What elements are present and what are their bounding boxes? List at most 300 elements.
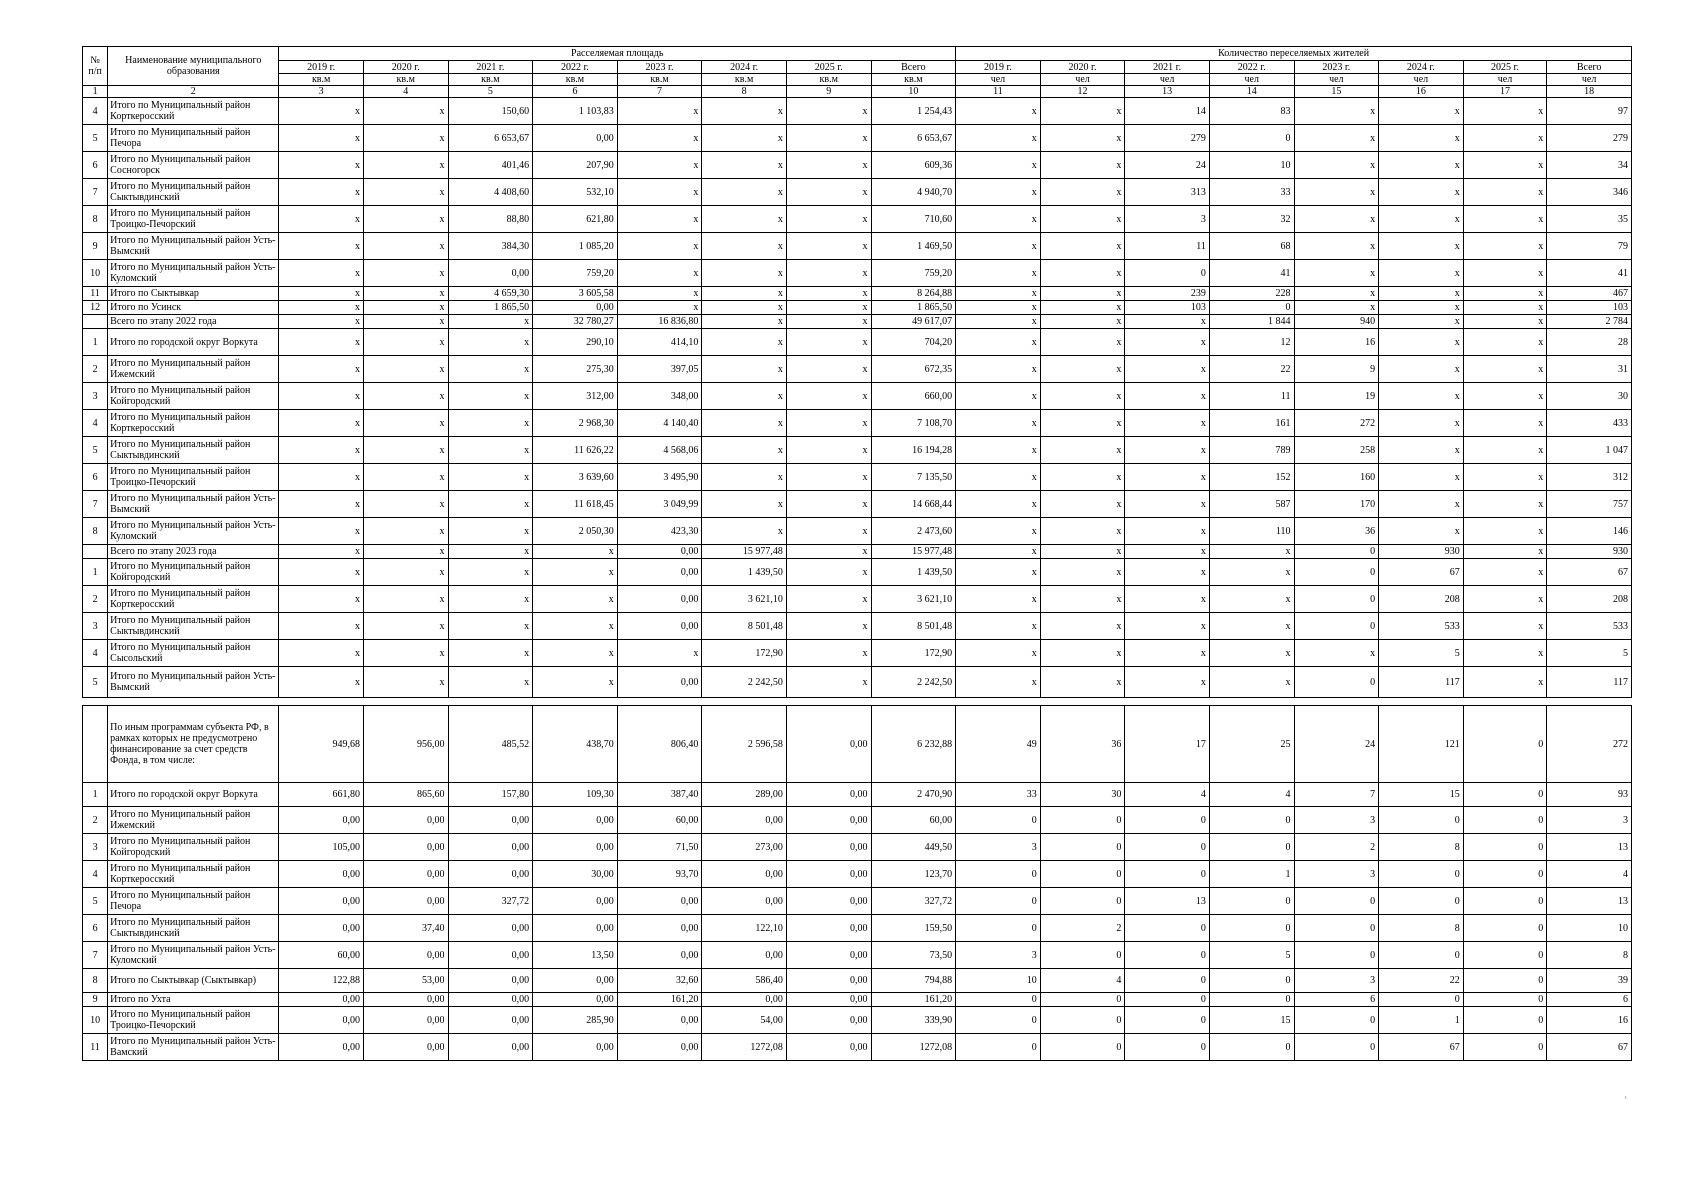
- row-value: x: [279, 125, 364, 152]
- row-value: [279, 698, 364, 706]
- row-value: 0: [1294, 667, 1379, 698]
- row-value: x: [1463, 410, 1547, 437]
- row-value: 401,46: [448, 152, 533, 179]
- row-value: 0,00: [533, 1034, 618, 1061]
- row-value: x: [786, 329, 871, 356]
- row-number: 3: [83, 613, 108, 640]
- row-value: 0: [1209, 969, 1294, 993]
- header-column-number: 15: [1294, 86, 1379, 98]
- row-value: x: [1463, 559, 1547, 586]
- row-value: 285,90: [533, 1007, 618, 1034]
- header-column-number: 1: [83, 86, 108, 98]
- table-row: [83, 942, 1632, 969]
- header-column-number: 17: [1463, 86, 1547, 98]
- table-row: [83, 613, 1632, 640]
- row-value: 397,05: [617, 356, 702, 383]
- row-value: 37,40: [363, 915, 448, 942]
- row-value: 0,00: [363, 834, 448, 861]
- row-value: x: [1463, 518, 1547, 545]
- row-value: 1 439,50: [871, 559, 956, 586]
- row-value: 0,00: [786, 915, 871, 942]
- row-value: x: [363, 667, 448, 698]
- row-value: 0: [1209, 125, 1294, 152]
- row-name: Итого по Муниципальный район Печора: [108, 125, 279, 152]
- table-row: [83, 834, 1632, 861]
- row-value: x: [1040, 329, 1125, 356]
- row-value: 161,20: [617, 993, 702, 1007]
- row-value: x: [786, 287, 871, 301]
- row-value: x: [786, 613, 871, 640]
- row-value: 0: [956, 1034, 1041, 1061]
- row-value: x: [702, 152, 787, 179]
- row-number: 7: [83, 491, 108, 518]
- row-value: x: [1463, 545, 1547, 559]
- row-value: 348,00: [617, 383, 702, 410]
- row-value: 1 254,43: [871, 98, 956, 125]
- row-value: x: [702, 125, 787, 152]
- row-value: 3 639,60: [533, 464, 618, 491]
- row-value: x: [448, 464, 533, 491]
- header-unit: чел: [1379, 74, 1464, 86]
- row-value: 15 977,48: [702, 545, 787, 559]
- row-value: x: [279, 464, 364, 491]
- row-value: x: [1040, 125, 1125, 152]
- row-value: x: [1125, 559, 1210, 586]
- row-value: 0: [1209, 807, 1294, 834]
- row-value: 172,90: [702, 640, 787, 667]
- row-value: x: [363, 464, 448, 491]
- row-value: 8: [1379, 834, 1464, 861]
- row-value: x: [702, 383, 787, 410]
- row-value: 1 085,20: [533, 233, 618, 260]
- row-value: 33: [1209, 179, 1294, 206]
- row-value: 17: [1125, 706, 1210, 783]
- row-value: 3 621,10: [871, 586, 956, 613]
- row-value: x: [1125, 437, 1210, 464]
- header-column-number: 10: [871, 86, 956, 98]
- row-value: 704,20: [871, 329, 956, 356]
- table-row: [83, 545, 1632, 559]
- row-value: x: [1379, 152, 1464, 179]
- row-value: 7: [1294, 783, 1379, 807]
- header-unit: кв.м: [786, 74, 871, 86]
- row-value: 865,60: [363, 783, 448, 807]
- row-value: 0,00: [448, 1007, 533, 1034]
- header-year: 2025 г.: [1463, 61, 1547, 74]
- row-value: 16 836,80: [617, 315, 702, 329]
- row-value: 0,00: [617, 915, 702, 942]
- row-value: 0: [956, 1007, 1041, 1034]
- row-value: x: [956, 233, 1041, 260]
- row-value: x: [279, 559, 364, 586]
- row-value: x: [1379, 383, 1464, 410]
- row-value: 146: [1547, 518, 1632, 545]
- row-value: 2 968,30: [533, 410, 618, 437]
- row-value: [1463, 698, 1547, 706]
- row-value: x: [1379, 329, 1464, 356]
- row-value: x: [363, 329, 448, 356]
- row-value: x: [617, 260, 702, 287]
- header-unit: чел: [1040, 74, 1125, 86]
- row-value: 5: [1547, 640, 1632, 667]
- table-row: [83, 233, 1632, 260]
- row-value: x: [1379, 233, 1464, 260]
- row-value: 0: [1463, 993, 1547, 1007]
- row-value: x: [786, 586, 871, 613]
- header-unit: кв.м: [533, 74, 618, 86]
- row-value: x: [786, 152, 871, 179]
- row-number: 2: [83, 356, 108, 383]
- row-value: 672,35: [871, 356, 956, 383]
- row-value: 0: [1294, 942, 1379, 969]
- row-value: 49 617,07: [871, 315, 956, 329]
- row-value: x: [702, 287, 787, 301]
- table-row: [83, 356, 1632, 383]
- row-value: 0,00: [786, 861, 871, 888]
- row-value: x: [1294, 287, 1379, 301]
- row-value: x: [448, 559, 533, 586]
- table-row: [83, 915, 1632, 942]
- row-value: 0: [956, 807, 1041, 834]
- row-value: 0,00: [363, 807, 448, 834]
- row-value: x: [1125, 410, 1210, 437]
- row-name: Итого по Муниципальный район Троицко-Печорский: [108, 464, 279, 491]
- header-column-number: 2: [108, 86, 279, 98]
- header-column-number: 6: [533, 86, 618, 98]
- row-value: 710,60: [871, 206, 956, 233]
- row-name: [108, 698, 279, 706]
- row-value: x: [1040, 98, 1125, 125]
- row-value: 0: [956, 888, 1041, 915]
- row-value: 13: [1547, 834, 1632, 861]
- row-value: 0: [956, 915, 1041, 942]
- row-value: 621,80: [533, 206, 618, 233]
- row-value: 0: [1463, 942, 1547, 969]
- row-value: 0,00: [617, 559, 702, 586]
- row-value: 53,00: [363, 969, 448, 993]
- row-value: 0,00: [279, 861, 364, 888]
- row-value: x: [1125, 545, 1210, 559]
- table-row: [83, 287, 1632, 301]
- row-value: x: [1379, 491, 1464, 518]
- row-value: 533: [1379, 613, 1464, 640]
- row-value: x: [786, 356, 871, 383]
- row-value: x: [363, 559, 448, 586]
- row-value: 0: [1209, 1034, 1294, 1061]
- row-value: x: [786, 179, 871, 206]
- row-value: x: [1125, 491, 1210, 518]
- row-value: 313: [1125, 179, 1210, 206]
- table-row: [83, 969, 1632, 993]
- row-value: 0,00: [448, 834, 533, 861]
- row-name: Итого по Муниципальный район Усть-Вымский: [108, 667, 279, 698]
- row-value: 122,10: [702, 915, 787, 942]
- row-value: 19: [1294, 383, 1379, 410]
- row-value: x: [448, 613, 533, 640]
- row-value: x: [279, 152, 364, 179]
- table-row: [83, 179, 1632, 206]
- row-value: 0,00: [702, 993, 787, 1007]
- row-value: 3: [1547, 807, 1632, 834]
- row-value: x: [617, 287, 702, 301]
- row-value: 208: [1379, 586, 1464, 613]
- row-value: 60,00: [279, 942, 364, 969]
- row-value: 0: [1463, 888, 1547, 915]
- row-value: x: [956, 518, 1041, 545]
- row-value: 794,88: [871, 969, 956, 993]
- row-value: 13,50: [533, 942, 618, 969]
- row-value: 0,00: [279, 1034, 364, 1061]
- header-year: 2022 г.: [1209, 61, 1294, 74]
- row-value: 30,00: [533, 861, 618, 888]
- table-row: [83, 586, 1632, 613]
- row-value: x: [1463, 125, 1547, 152]
- row-value: x: [1463, 152, 1547, 179]
- row-name: Итого по Муниципальный район Сыктывдинский: [108, 915, 279, 942]
- row-value: 6 232,88: [871, 706, 956, 783]
- row-value: 0: [1125, 1034, 1210, 1061]
- row-value: 0,00: [533, 301, 618, 315]
- row-value: x: [1463, 98, 1547, 125]
- row-value: 0,00: [617, 667, 702, 698]
- table-row: [83, 315, 1632, 329]
- row-value: 272: [1294, 410, 1379, 437]
- row-value: x: [1040, 152, 1125, 179]
- header-year: 2021 г.: [1125, 61, 1210, 74]
- row-value: 0: [1379, 861, 1464, 888]
- row-value: x: [1379, 260, 1464, 287]
- row-value: 14 668,44: [871, 491, 956, 518]
- row-value: x: [786, 640, 871, 667]
- header-unit: чел: [1463, 74, 1547, 86]
- row-value: 4 140,40: [617, 410, 702, 437]
- row-value: 438,70: [533, 706, 618, 783]
- row-value: x: [1463, 301, 1547, 315]
- row-value: 68: [1209, 233, 1294, 260]
- row-name: Итого по Муниципальный район Троицко-Печорский: [108, 206, 279, 233]
- row-value: 150,60: [448, 98, 533, 125]
- row-value: 60,00: [617, 807, 702, 834]
- header-column-number: 9: [786, 86, 871, 98]
- row-value: x: [363, 315, 448, 329]
- row-value: 0,00: [363, 942, 448, 969]
- row-number: 5: [83, 667, 108, 698]
- row-value: 32: [1209, 206, 1294, 233]
- row-value: x: [279, 437, 364, 464]
- row-value: 10: [1209, 152, 1294, 179]
- row-value: 433: [1547, 410, 1632, 437]
- row-value: 0: [1379, 807, 1464, 834]
- row-value: 275,30: [533, 356, 618, 383]
- row-value: x: [448, 545, 533, 559]
- row-value: x: [448, 356, 533, 383]
- row-value: x: [279, 410, 364, 437]
- row-value: 0: [1040, 942, 1125, 969]
- table-row: [83, 206, 1632, 233]
- row-value: x: [956, 301, 1041, 315]
- header-year: 2019 г.: [279, 61, 364, 74]
- row-value: x: [1379, 301, 1464, 315]
- row-value: 449,50: [871, 834, 956, 861]
- row-value: 1272,08: [702, 1034, 787, 1061]
- row-value: x: [279, 287, 364, 301]
- row-value: 2: [1040, 915, 1125, 942]
- row-value: 3: [956, 942, 1041, 969]
- row-value: x: [1463, 206, 1547, 233]
- row-value: 0: [1463, 706, 1547, 783]
- row-value: x: [1463, 233, 1547, 260]
- table-row: [83, 706, 1632, 783]
- row-value: 15: [1379, 783, 1464, 807]
- row-number: 10: [83, 1007, 108, 1034]
- header-column-number: 7: [617, 86, 702, 98]
- row-value: 0,00: [448, 942, 533, 969]
- row-value: x: [786, 260, 871, 287]
- row-number: 1: [83, 329, 108, 356]
- row-value: x: [956, 410, 1041, 437]
- row-value: 279: [1547, 125, 1632, 152]
- row-number: 9: [83, 233, 108, 260]
- header-year: 2023 г.: [617, 61, 702, 74]
- row-value: [956, 698, 1041, 706]
- row-value: 0,00: [279, 1007, 364, 1034]
- row-value: x: [786, 667, 871, 698]
- row-value: 161: [1209, 410, 1294, 437]
- row-number: 5: [83, 437, 108, 464]
- row-value: 0,00: [617, 888, 702, 915]
- row-value: x: [363, 491, 448, 518]
- row-value: x: [702, 356, 787, 383]
- row-value: 3 049,99: [617, 491, 702, 518]
- header-year: 2019 г.: [956, 61, 1041, 74]
- row-value: 0: [1463, 1007, 1547, 1034]
- row-value: 0,00: [786, 834, 871, 861]
- row-value: x: [1209, 545, 1294, 559]
- table-row: [83, 301, 1632, 315]
- row-value: x: [1294, 152, 1379, 179]
- row-value: 0,00: [786, 888, 871, 915]
- row-value: x: [279, 260, 364, 287]
- row-value: 5: [1209, 942, 1294, 969]
- row-value: 110: [1209, 518, 1294, 545]
- row-value: x: [1463, 179, 1547, 206]
- row-number: 3: [83, 383, 108, 410]
- table-row: [83, 888, 1632, 915]
- row-value: x: [617, 206, 702, 233]
- row-value: 79: [1547, 233, 1632, 260]
- row-name: Итого по Муниципальный район Троицко-Печорский: [108, 1007, 279, 1034]
- row-value: 940: [1294, 315, 1379, 329]
- row-value: x: [786, 383, 871, 410]
- table-row: [83, 1034, 1632, 1061]
- row-value: x: [1463, 613, 1547, 640]
- row-value: 8 501,48: [871, 613, 956, 640]
- row-name: Итого по Муниципальный район Усть-Куломский: [108, 518, 279, 545]
- header-unit: чел: [1125, 74, 1210, 86]
- header-year: Всего: [871, 61, 956, 74]
- row-value: 0,00: [533, 993, 618, 1007]
- row-value: x: [956, 559, 1041, 586]
- row-value: [1294, 698, 1379, 706]
- row-value: x: [1040, 179, 1125, 206]
- row-value: 34: [1547, 152, 1632, 179]
- row-value: 13: [1125, 888, 1210, 915]
- row-value: x: [786, 98, 871, 125]
- row-value: x: [1125, 356, 1210, 383]
- row-value: x: [1463, 667, 1547, 698]
- row-value: x: [1463, 586, 1547, 613]
- row-value: x: [363, 410, 448, 437]
- row-value: x: [1040, 464, 1125, 491]
- row-value: 0: [1294, 613, 1379, 640]
- row-value: 0,00: [786, 1034, 871, 1061]
- row-value: 103: [1547, 301, 1632, 315]
- row-value: 0,00: [617, 613, 702, 640]
- row-value: 25: [1209, 706, 1294, 783]
- row-value: x: [448, 640, 533, 667]
- row-value: 339,90: [871, 1007, 956, 1034]
- row-value: x: [448, 329, 533, 356]
- row-value: x: [279, 356, 364, 383]
- row-value: 4: [1209, 783, 1294, 807]
- row-value: 3: [956, 834, 1041, 861]
- table-row: [83, 491, 1632, 518]
- row-value: 122,88: [279, 969, 364, 993]
- row-value: x: [1040, 613, 1125, 640]
- row-value: x: [363, 301, 448, 315]
- row-value: x: [956, 491, 1041, 518]
- table-row: [83, 993, 1632, 1007]
- row-value: x: [448, 491, 533, 518]
- header-year: 2022 г.: [533, 61, 618, 74]
- row-value: x: [1040, 545, 1125, 559]
- row-value: 949,68: [279, 706, 364, 783]
- header-unit: кв.м: [871, 74, 956, 86]
- row-value: x: [533, 559, 618, 586]
- table-row: [83, 807, 1632, 834]
- row-value: x: [1040, 287, 1125, 301]
- row-value: 0,00: [279, 915, 364, 942]
- row-value: 1: [1379, 1007, 1464, 1034]
- row-value: 161,20: [871, 993, 956, 1007]
- row-value: 3 605,58: [533, 287, 618, 301]
- row-name: Итого по Муниципальный район Сыктывдинский: [108, 179, 279, 206]
- row-value: 0,00: [786, 1007, 871, 1034]
- row-value: 4: [1547, 861, 1632, 888]
- row-name: Итого по Муниципальный район Сыктывдинский: [108, 613, 279, 640]
- header-year: 2020 г.: [1040, 61, 1125, 74]
- row-value: [1209, 698, 1294, 706]
- row-value: 7 135,50: [871, 464, 956, 491]
- row-value: x: [363, 125, 448, 152]
- row-value: 4: [1125, 783, 1210, 807]
- row-value: 15: [1209, 1007, 1294, 1034]
- row-value: 660,00: [871, 383, 956, 410]
- row-value: 117: [1547, 667, 1632, 698]
- row-value: 2 050,30: [533, 518, 618, 545]
- table-row: [83, 410, 1632, 437]
- row-name: Итого по Ухта: [108, 993, 279, 1007]
- row-value: x: [448, 383, 533, 410]
- row-number: 8: [83, 969, 108, 993]
- row-value: 11: [1125, 233, 1210, 260]
- row-value: [1547, 698, 1632, 706]
- row-value: 11: [1209, 383, 1294, 410]
- header-column-number: 8: [702, 86, 787, 98]
- row-value: x: [1463, 287, 1547, 301]
- row-value: x: [786, 518, 871, 545]
- row-value: 4 568,06: [617, 437, 702, 464]
